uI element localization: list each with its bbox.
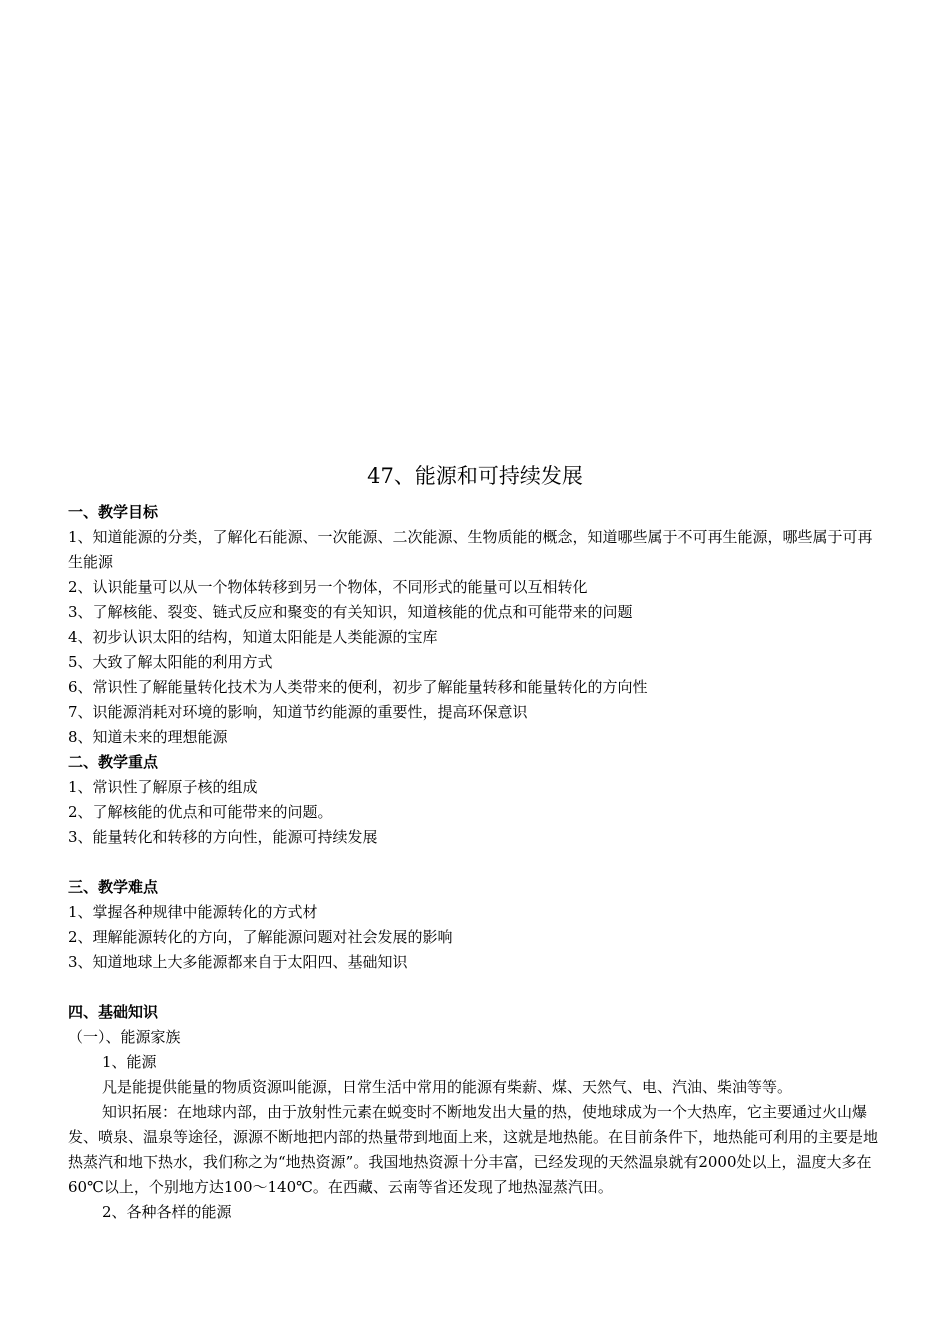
key-point-item: 3、能量转化和转移的方向性，能源可持续发展 bbox=[68, 828, 378, 846]
objective-item: 6、常识性了解能量转化技术为人类带来的便利，初步了解能量转移和能量转化的方向性 bbox=[68, 678, 648, 696]
objective-item: 4、初步认识太阳的结构，知道太阳能是人类能源的宝库 bbox=[68, 628, 438, 646]
objective-item: 3、了解核能、裂变、链式反应和聚变的有关知识，知道核能的优点和可能带来的问题 bbox=[68, 603, 633, 621]
document-title: 47、能源和可持续发展 bbox=[367, 464, 583, 488]
subsection-item-heading: 1、能源 bbox=[102, 1053, 157, 1071]
section-heading-difficulties: 三、教学难点 bbox=[68, 878, 159, 896]
objective-item: 5、大致了解太阳能的利用方式 bbox=[68, 653, 273, 671]
objective-item: 1、知道能源的分类，了解化石能源、一次能源、二次能源、生物质能的概念，知道哪些属于不可再生能源，哪些属于可再生能源 bbox=[68, 528, 873, 571]
objective-item: 7、识能源消耗对环境的影响，知道节约能源的重要性，提高环保意识 bbox=[68, 703, 528, 721]
key-point-item: 2、了解核能的优点和可能带来的问题。 bbox=[68, 803, 333, 821]
difficulty-item: 2、理解能源转化的方向，了解能源问题对社会发展的影响 bbox=[68, 928, 453, 946]
difficulty-item: 1、掌握各种规律中能源转化的方式材 bbox=[68, 903, 318, 921]
knowledge-extension-paragraph: 知识拓展：在地球内部，由于放射性元素在蜕变时不断地发出大量的热，使地球成为一个大热库，它主要通过火山爆发、喷泉、温泉等途径，源源不断地把内部的热量带到地面上来，这就是地热能。在目前条件下，地热能可利用的主要是地热蒸汽和地下热水，我们称之为“地热资源”。我国地热资源十分丰富，已经发现的天然温泉就有2000处以上，温度大多在60℃以上，个别地方达100～140℃。在西藏、云南等省还发现了地热湿蒸汽田。 bbox=[68, 1103, 879, 1196]
section-heading-basics: 四、基础知识 bbox=[68, 1003, 159, 1021]
key-point-item: 1、常识性了解原子核的组成 bbox=[68, 778, 258, 796]
objective-item: 2、认识能量可以从一个物体转移到另一个物体，不同形式的能量可以互相转化 bbox=[68, 578, 588, 596]
subsection-heading: （一）、能源家族 bbox=[68, 1028, 181, 1046]
difficulty-item: 3、知道地球上大多能源都来自于太阳四、基础知识 bbox=[68, 953, 408, 971]
spacer bbox=[68, 850, 883, 875]
document-body bbox=[68, 500, 883, 1225]
section-heading-key-points: 二、教学重点 bbox=[68, 753, 159, 771]
body-paragraph: 凡是能提供能量的物质资源叫能源，日常生活中常用的能源有柴薪、煤、天然气、电、汽油、柴油等等。 bbox=[102, 1078, 793, 1096]
section-heading-objectives: 一、教学目标 bbox=[68, 503, 159, 521]
objective-item: 8、知道未来的理想能源 bbox=[68, 728, 228, 746]
subsection-item-heading: 2、各种各样的能源 bbox=[102, 1203, 232, 1221]
spacer bbox=[68, 975, 883, 1000]
